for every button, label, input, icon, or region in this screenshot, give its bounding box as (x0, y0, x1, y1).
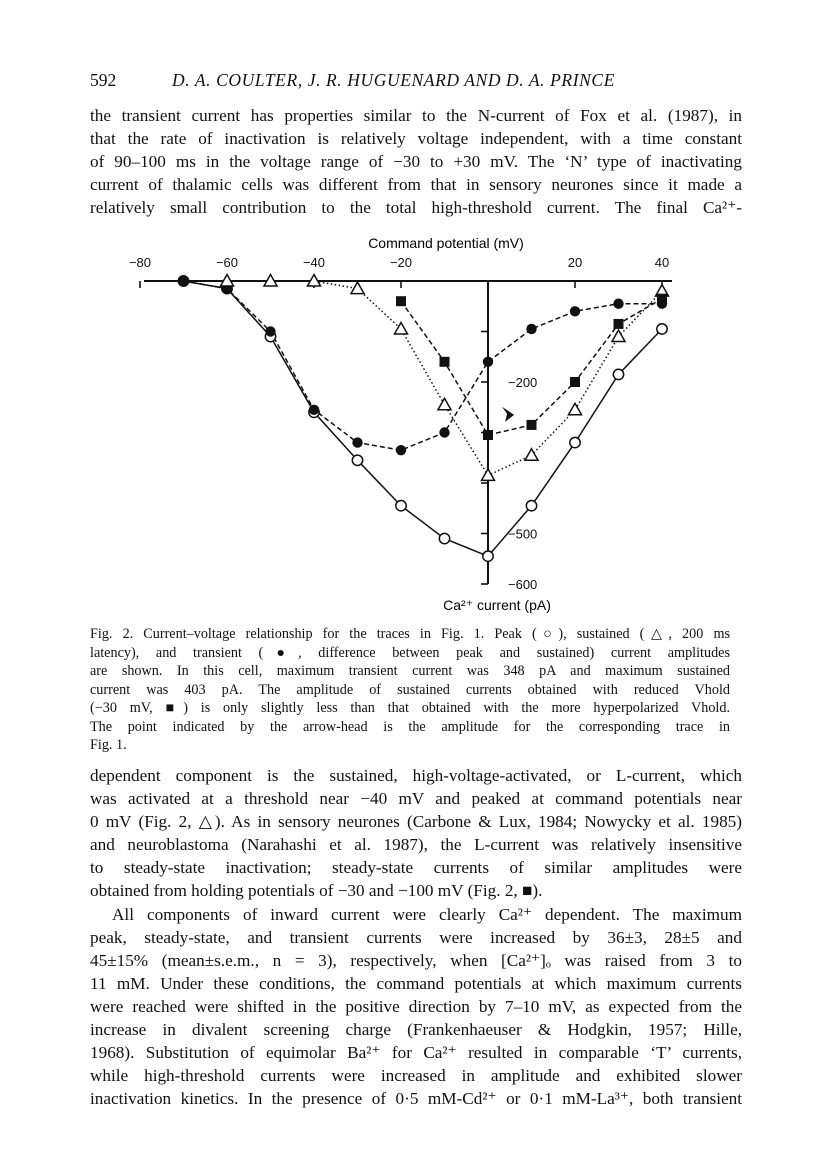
transient-point (613, 299, 623, 309)
y-tick-label: −200 (508, 375, 538, 390)
transient-point (352, 437, 362, 447)
text-line: that the rate of inactivation is relatively voltage independent, with a time constant (90, 129, 742, 148)
sustained-point (438, 398, 451, 410)
caption-line: (−30 mV, ■) is only slightly less than that obtained with the more hyperpolarized Vhold. (90, 700, 730, 716)
reduced-vhold-point (483, 430, 493, 440)
x-tick-label: 40 (654, 255, 670, 270)
peak-point (526, 501, 536, 511)
sustained-point (395, 322, 408, 334)
text-line: were reached were shifted in the positive direction by 7–10 mV, as expected from the (90, 997, 742, 1016)
text-line: was activated at a threshold near −40 mV and peaked at command potentials near (90, 789, 742, 808)
x-tick-label: −60 (215, 255, 239, 270)
reduced-vhold-point (614, 319, 624, 329)
text-line: inactivation kinetics. In the presence of 0·5 mM-Cd²⁺ or 0·1 mM-La³⁺, both transient (90, 1089, 742, 1108)
peak-point (352, 455, 362, 465)
x-tick-label: 20 (567, 255, 583, 270)
text-line: increase in divalent screening charge (Frankenhaeuser & Hodgkin, 1957; Hille, (90, 1020, 742, 1039)
page-number: 592 (90, 70, 117, 90)
caption-line: The point indicated by the arrow-head is the amplitude for the corresponding trace in (90, 718, 730, 735)
transient-point (309, 405, 319, 415)
sustained-point (351, 282, 364, 294)
text-line: relatively small contribution to the total high-threshold current. The final Ca²⁺- (90, 198, 742, 217)
reduced-vhold-point (527, 420, 537, 430)
paragraph-last (90, 903, 742, 1110)
y-tick-label: −600 (508, 577, 538, 592)
transient-point (178, 276, 188, 286)
x-axis-label: Command potential (mV) (368, 235, 524, 251)
peak-point (483, 551, 493, 561)
peak-point (613, 369, 623, 379)
sustained-point (525, 449, 538, 461)
x-tick-label: −40 (302, 255, 326, 270)
text-line: the transient current has properties similar to the N-current of Fox et al. (1987), in (90, 106, 742, 125)
transient-point (265, 326, 275, 336)
running-authors: D. A. COULTER, J. R. HUGUENARD AND D. A. PRINCE (172, 70, 615, 90)
series-line (227, 281, 662, 475)
text-line: while high-threshold currents were increased in amplitude and exhibited slower (90, 1066, 742, 1085)
sustained-point (482, 469, 495, 481)
text-line: 1968). Substitution of equimolar Ba²⁺ for Ca²⁺ resulted in comparable ‘T’ currents, (90, 1043, 742, 1062)
caption-line: latency), and transient (●, difference between peak and sustained) current amplitudes (90, 644, 730, 661)
text-line: current of thalamic cells was different from that in sensory neurones since it made a (90, 175, 742, 194)
x-tick-label: −20 (389, 255, 413, 270)
text-line: 45±15% (mean±s.e.m., n = 3), respectively, when [Ca²⁺]ₒ was raised from 3 to (90, 951, 742, 970)
y-axis-label: Ca²⁺ current (pA) (443, 597, 551, 613)
sustained-point (612, 330, 625, 342)
text-line: 0 mV (Fig. 2, △). As in sensory neurones (Carbone & Lux, 1984; Nowycky et al. 1985) (90, 812, 742, 831)
text-line: to steady-state inactivation; steady-state currents of similar amplitudes were (90, 858, 742, 877)
transient-point (483, 357, 493, 367)
arrowhead-icon (502, 407, 514, 422)
reduced-vhold-point (570, 377, 580, 387)
caption-line: Fig. 2. Current–voltage relationship for the traces in Fig. 1. Peak (○), sustained (△, 200 ms (90, 626, 730, 642)
caption-line: are shown. In this cell, maximum transient current was 348 pA and maximum sustained (90, 663, 730, 679)
text-line: dependent component is the sustained, high-voltage-activated, or L-current, which (90, 766, 742, 785)
reduced-vhold-point (657, 294, 667, 304)
text-line: obtained from holding potentials of −30 and −100 mV (Fig. 2, ■). (90, 881, 543, 900)
x-tick-label: −80 (128, 255, 152, 270)
figure-caption (90, 625, 730, 755)
reduced-vhold-point (396, 296, 406, 306)
text-line: All components of inward current were clearly Ca²⁺ dependent. The maximum (112, 905, 742, 924)
series-line (184, 281, 663, 556)
reduced-vhold-point (440, 357, 450, 367)
peak-point (396, 501, 406, 511)
transient-point (396, 445, 406, 455)
caption-line: current was 403 pA. The amplitude of sustained currents obtained with reduced Vhold (90, 681, 730, 698)
peak-point (570, 437, 580, 447)
paragraph-bottom (90, 764, 742, 902)
sustained-point (569, 403, 582, 415)
y-tick-label: −500 (508, 526, 538, 542)
peak-point (657, 324, 667, 334)
transient-point (439, 427, 449, 437)
peak-point (439, 533, 449, 543)
transient-point (526, 324, 536, 334)
text-line: peak, steady-state, and transient currents were increased by 36±3, 28±5 and (90, 928, 742, 947)
text-line: and neuroblastoma (Narahashi et al. 1987), the L-current was relatively insensitive (90, 835, 742, 854)
text-line: of 90–100 ms in the voltage range of −30 to +30 mV. The ‘N’ type of inactivating (90, 152, 742, 171)
caption-line: Fig. 1. (90, 737, 127, 753)
text-line: 11 mM. Under these conditions, the command potentials at which maximum currents (90, 974, 742, 993)
transient-point (570, 306, 580, 316)
